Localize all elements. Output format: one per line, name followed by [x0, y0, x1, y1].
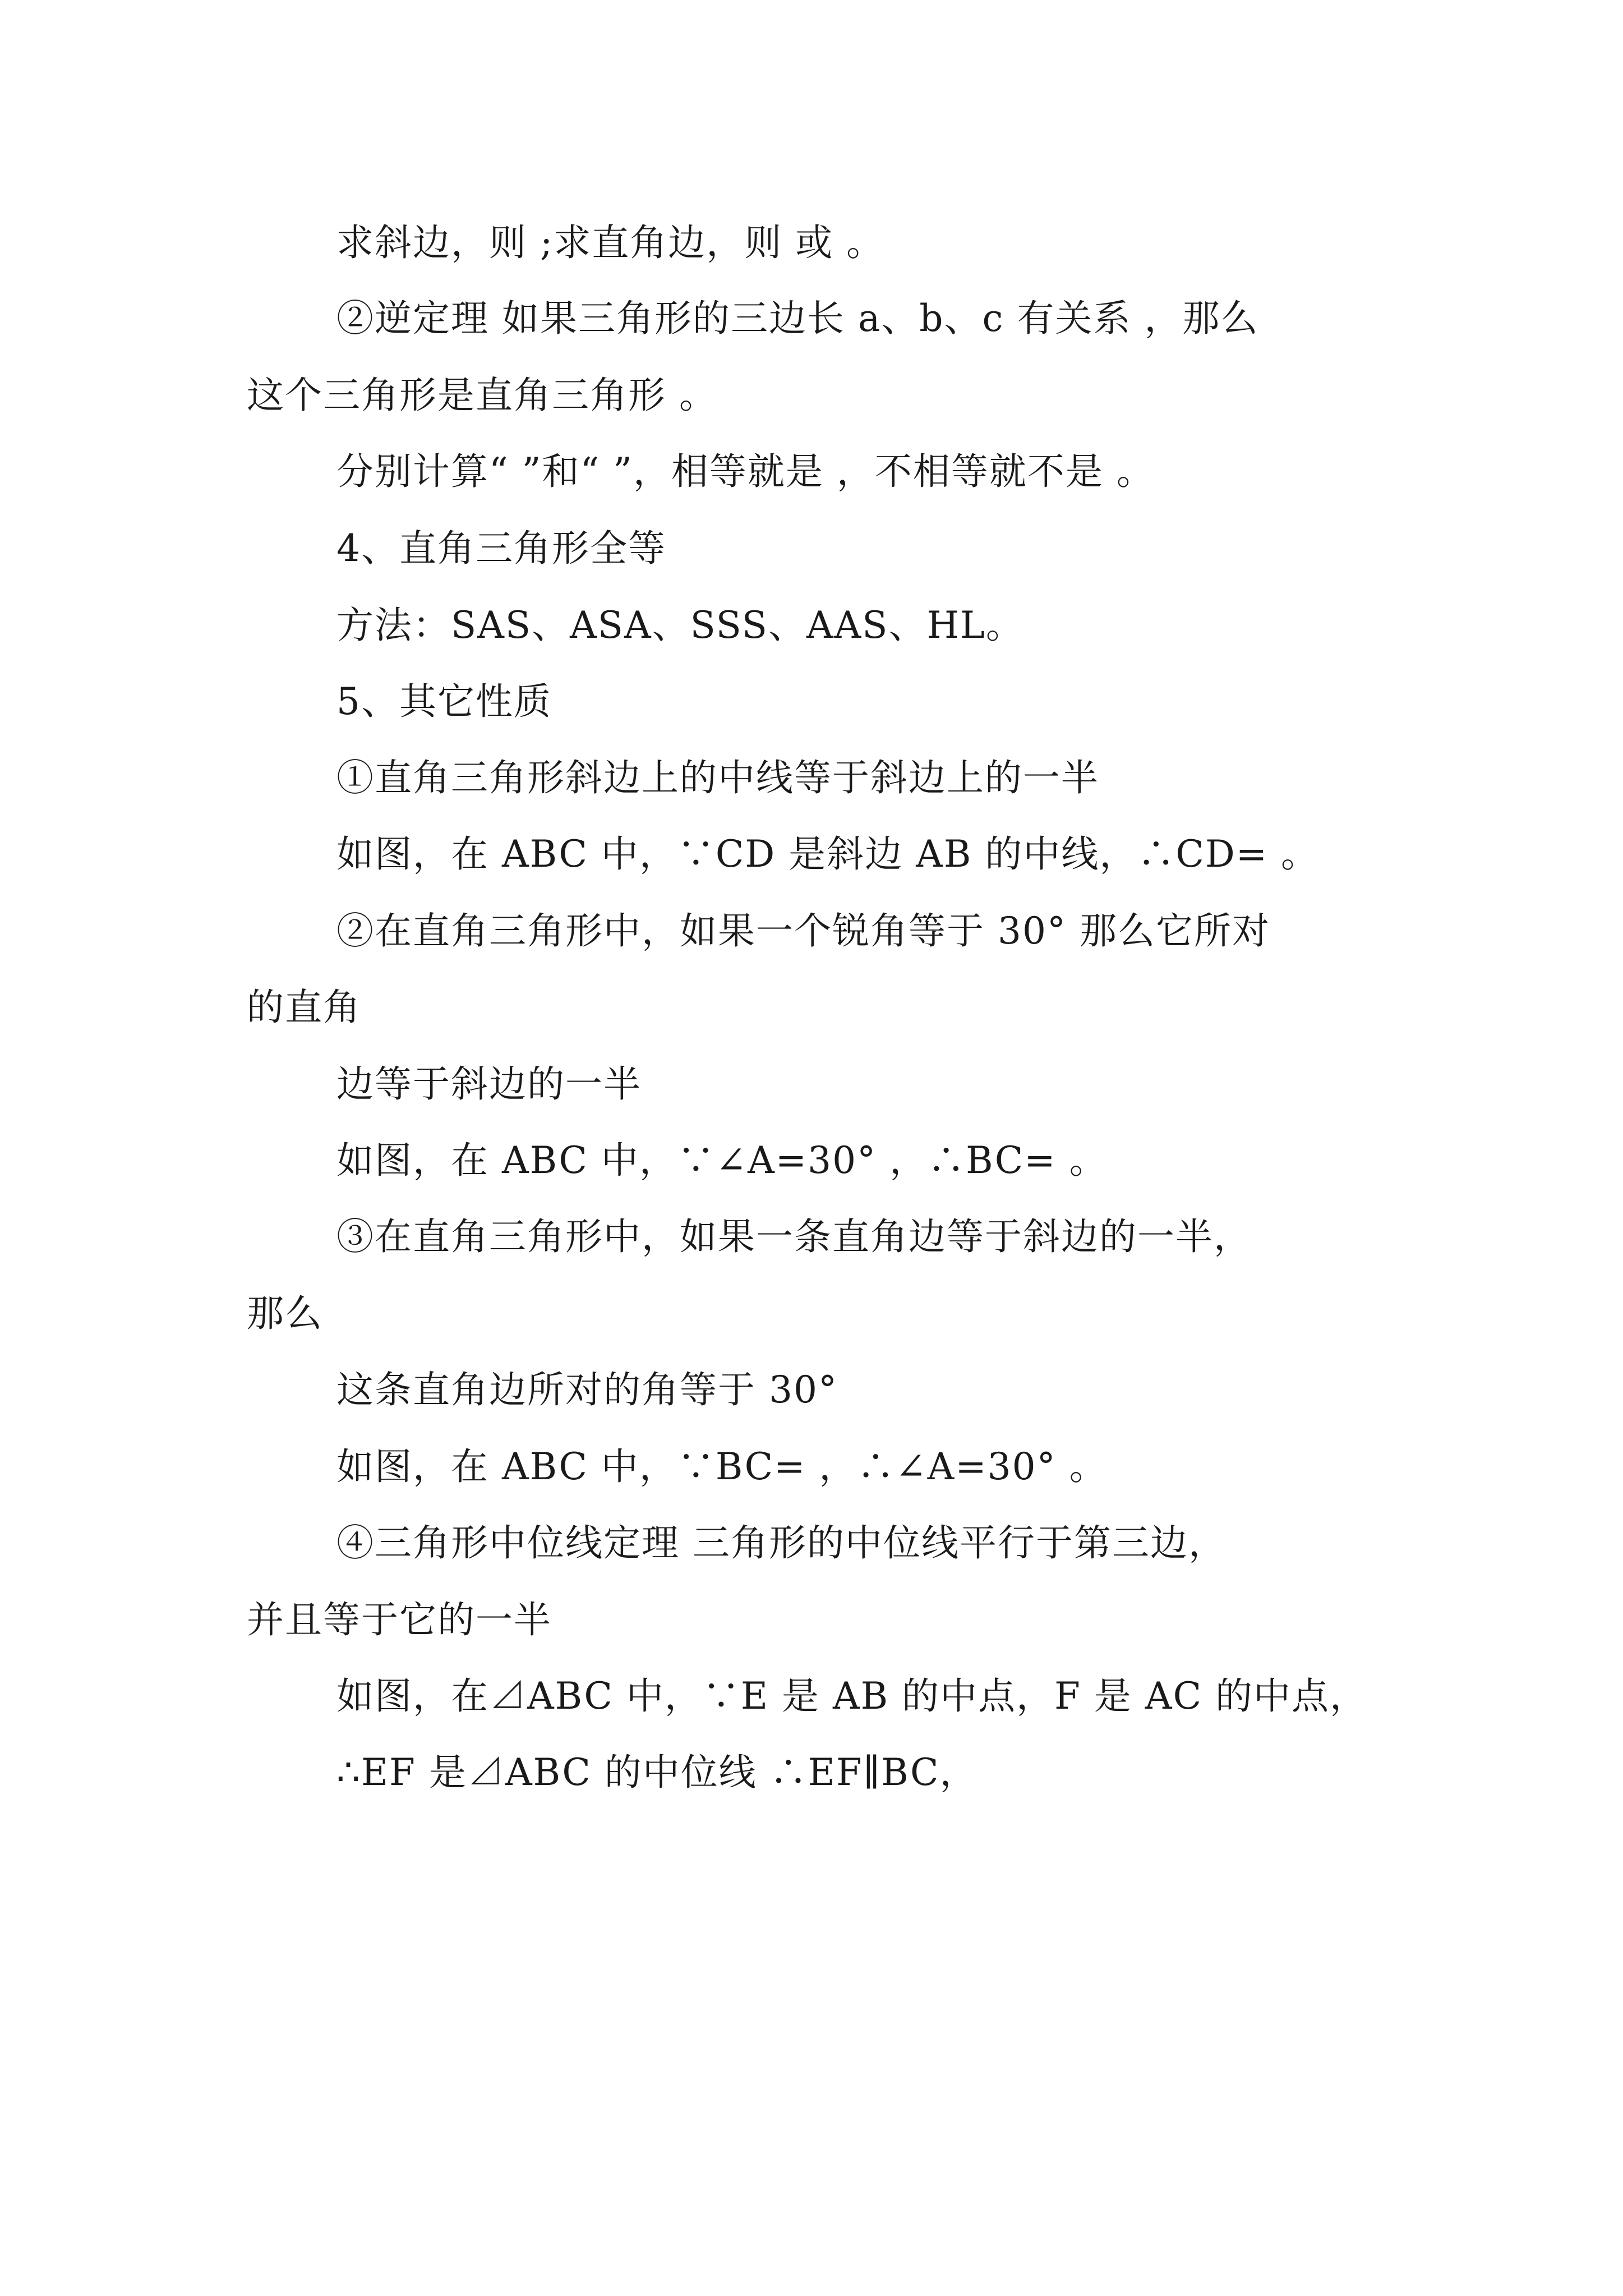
- text-line: ∴EF 是⊿ABC 的中位线 ∴EF∥BC，: [336, 1751, 978, 1794]
- text-line: 5、其它性质: [336, 680, 552, 723]
- text-line: 求斜边，则 ;求直角边，则 或 。: [336, 221, 885, 264]
- text-line: ③在直角三角形中，如果一条直角边等于斜边的一半，: [336, 1215, 1252, 1258]
- text-line: 边等于斜边的一半: [336, 1062, 642, 1106]
- text-line: 如图，在⊿ABC 中，∵E 是 AB 的中点，F 是 AC 的中点，: [336, 1674, 1368, 1718]
- text-line: 方法：SAS、ASA、SSS、AAS、HL。: [336, 604, 1024, 647]
- text-line: 这个三角形是直角三角形 。: [247, 374, 717, 417]
- text-line: 如图，在 ABC 中，∵BC= ，∴∠A=30° 。: [336, 1445, 1108, 1488]
- text-line: ①直角三角形斜边上的中线等于斜边上的一半: [336, 756, 1099, 799]
- text-line: 4、直角三角形全等: [336, 527, 666, 570]
- text-line: ④三角形中位线定理 三角形的中位线平行于第三边，: [336, 1521, 1227, 1565]
- text-line: ②逆定理 如果三角形的三边长 a、b、c 有关系 ，那么: [336, 297, 1259, 340]
- text-line: 并且等于它的一半: [247, 1598, 552, 1641]
- text-line: ②在直角三角形中，如果一个锐角等于 30° 那么它所对: [336, 909, 1270, 953]
- text-line: 如图，在 ABC 中，∵CD 是斜边 AB 的中线，∴CD= 。: [336, 832, 1320, 876]
- text-line: 这条直角边所对的角等于 30°: [336, 1368, 838, 1411]
- text-line: 那么: [247, 1292, 323, 1335]
- text-line: 分别计算“ ”和“ ”，相等就是 ，不相等就不是 。: [336, 450, 1155, 493]
- text-line: 的直角: [247, 986, 361, 1029]
- text-line: 如图，在 ABC 中，∵∠A=30° ，∴BC= 。: [336, 1139, 1108, 1182]
